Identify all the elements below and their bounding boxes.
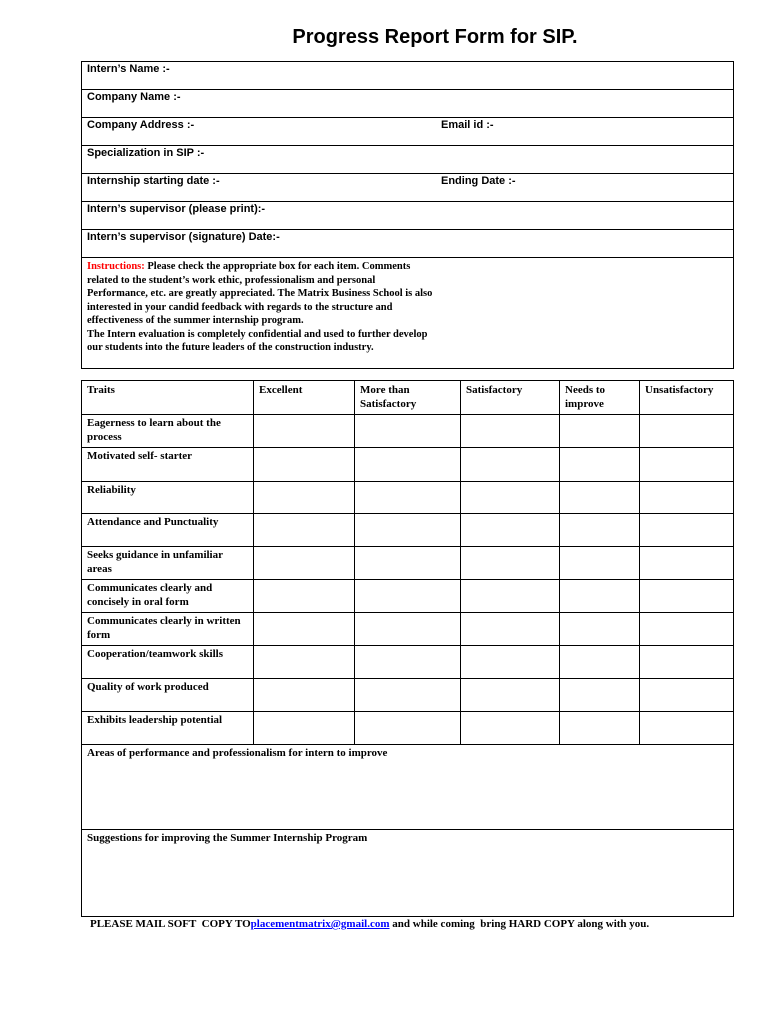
rating-cell-satisfactory: [461, 646, 560, 679]
trait-label: Reliability: [82, 482, 254, 514]
instructions-box: [82, 258, 734, 369]
rating-cell-satisfactory: [461, 482, 560, 514]
instructions-line: our students into the future leaders of the construction industry.: [87, 342, 374, 353]
rating-cell-unsatisfactory: [640, 514, 734, 547]
rating-cell-unsatisfactory: [640, 679, 734, 712]
intern-name-row: [82, 62, 734, 90]
rating-cell-excellent: [254, 712, 355, 745]
rating-cell-unsatisfactory: [640, 646, 734, 679]
trait-label: Exhibits leadership potential: [82, 712, 254, 745]
rating-cell-unsatisfactory: [640, 482, 734, 514]
rating-cell-needs-to-improve: [560, 482, 640, 514]
suggestions-box: [82, 830, 734, 917]
end-date-label: Ending Date :-: [441, 175, 516, 187]
instructions-line: related to the student’s work ethic, professionalism and personal: [87, 274, 376, 286]
rating-cell-satisfactory: [461, 448, 560, 482]
rating-cell-satisfactory: [461, 514, 560, 547]
rating-cell-more-than-satisfactory: [355, 580, 461, 613]
rating-cell-excellent: [254, 482, 355, 514]
supervisor-print-label: Intern’s supervisor (please print):-: [87, 203, 266, 215]
intern-name-label: Intern’s Name :-: [87, 63, 170, 75]
rating-cell-excellent: [254, 547, 355, 580]
trait-label: Communicates clearly in written form: [82, 613, 254, 646]
rating-cell-excellent: [254, 580, 355, 613]
rating-cell-needs-to-improve: [560, 580, 640, 613]
rating-cell-excellent: [254, 646, 355, 679]
rating-cell-needs-to-improve: [560, 514, 640, 547]
rating-cell-excellent: [254, 448, 355, 482]
rating-cell-satisfactory: [461, 613, 560, 646]
footer-note: [90, 917, 649, 931]
trait-label: Seeks guidance in unfamiliar areas: [82, 547, 254, 580]
rating-cell-more-than-satisfactory: [355, 482, 461, 514]
page-title: Progress Report Form for SIP.: [292, 26, 578, 48]
evaluation-table: [81, 380, 734, 917]
rating-cell-satisfactory: [461, 679, 560, 712]
instructions-label: Instructions:: [87, 261, 145, 272]
trait-label: Communicates clearly and concisely in oral form: [82, 580, 254, 613]
trait-label: Eagerness to learn about the process: [82, 415, 254, 448]
rating-cell-more-than-satisfactory: [355, 514, 461, 547]
rating-cell-more-than-satisfactory: [355, 547, 461, 580]
trait-label: Motivated self- starter: [82, 448, 254, 482]
areas-to-improve-label: Areas of performance and professionalism for intern to improve: [87, 747, 388, 759]
rating-cell-unsatisfactory: [640, 613, 734, 646]
header-satisfactory: Satisfactory: [461, 381, 560, 415]
rating-cell-more-than-satisfactory: [355, 646, 461, 679]
header-needs-to-improve: Needs to improve: [560, 381, 640, 415]
rating-cell-satisfactory: [461, 580, 560, 613]
specialization-row: [82, 146, 734, 174]
company-name-label: Company Name :-: [87, 91, 181, 103]
rating-cell-more-than-satisfactory: [355, 613, 461, 646]
rating-cell-unsatisfactory: [640, 448, 734, 482]
rating-cell-needs-to-improve: [560, 646, 640, 679]
supervisor-print-row: [82, 202, 734, 230]
supervisor-signature-row: [82, 230, 734, 258]
footer-prefix: PLEASE MAIL SOFT COPY TO: [90, 918, 251, 930]
instructions-line: Performance, etc. are greatly appreciated. The Matrix Business School is also: [87, 288, 433, 299]
rating-cell-excellent: [254, 514, 355, 547]
rating-cell-unsatisfactory: [640, 415, 734, 448]
supervisor-signature-label: Intern’s supervisor (signature) Date:-: [87, 231, 280, 243]
header-unsatisfactory: Unsatisfactory: [640, 381, 734, 415]
instructions-line: interested in your candid feedback with regards to the structure and: [87, 301, 393, 313]
start-date-label: Internship starting date :-: [87, 175, 220, 187]
rating-cell-more-than-satisfactory: [355, 448, 461, 482]
rating-cell-more-than-satisfactory: [355, 679, 461, 712]
rating-cell-unsatisfactory: [640, 580, 734, 613]
instructions-line: effectiveness of the summer internship program.: [87, 315, 304, 326]
header-traits: Traits: [82, 381, 254, 415]
instructions-line: The Intern evaluation is completely confidential and used to further develop: [87, 328, 428, 340]
trait-label: Cooperation/teamwork skills: [82, 646, 254, 679]
rating-cell-needs-to-improve: [560, 613, 640, 646]
rating-cell-needs-to-improve: [560, 712, 640, 745]
instructions-line: Please check the appropriate box for each item. Comments: [147, 261, 411, 272]
rating-cell-more-than-satisfactory: [355, 415, 461, 448]
rating-cell-satisfactory: [461, 547, 560, 580]
rating-cell-needs-to-improve: [560, 448, 640, 482]
header-excellent: Excellent: [254, 381, 355, 415]
rating-cell-needs-to-improve: [560, 547, 640, 580]
email-link[interactable]: placementmatrix@gmail.com: [250, 918, 390, 930]
suggestions-label: Suggestions for improving the Summer Internship Program: [87, 832, 368, 844]
rating-cell-needs-to-improve: [560, 679, 640, 712]
company-address-label: Company Address :-: [87, 119, 195, 131]
rating-cell-satisfactory: [461, 712, 560, 745]
rating-cell-excellent: [254, 613, 355, 646]
header-more-than-satisfactory: More than Satisfactory: [355, 381, 461, 415]
internship-dates-row: [82, 174, 734, 202]
rating-cell-unsatisfactory: [640, 712, 734, 745]
footer-suffix: and while coming bring HARD COPY along with you.: [389, 918, 650, 930]
rating-cell-excellent: [254, 679, 355, 712]
rating-cell-excellent: [254, 415, 355, 448]
rating-cell-needs-to-improve: [560, 415, 640, 448]
trait-label: Attendance and Punctuality: [82, 514, 254, 547]
trait-label: Quality of work produced: [82, 679, 254, 712]
rating-cell-more-than-satisfactory: [355, 712, 461, 745]
intern-details-table: [81, 61, 734, 369]
company-address-row: [82, 118, 734, 146]
rating-cell-satisfactory: [461, 415, 560, 448]
rating-cell-unsatisfactory: [640, 547, 734, 580]
areas-to-improve-box: [82, 745, 734, 830]
specialization-label: Specialization in SIP :-: [87, 147, 205, 159]
email-id-label: Email id :-: [441, 119, 494, 131]
company-name-row: [82, 90, 734, 118]
